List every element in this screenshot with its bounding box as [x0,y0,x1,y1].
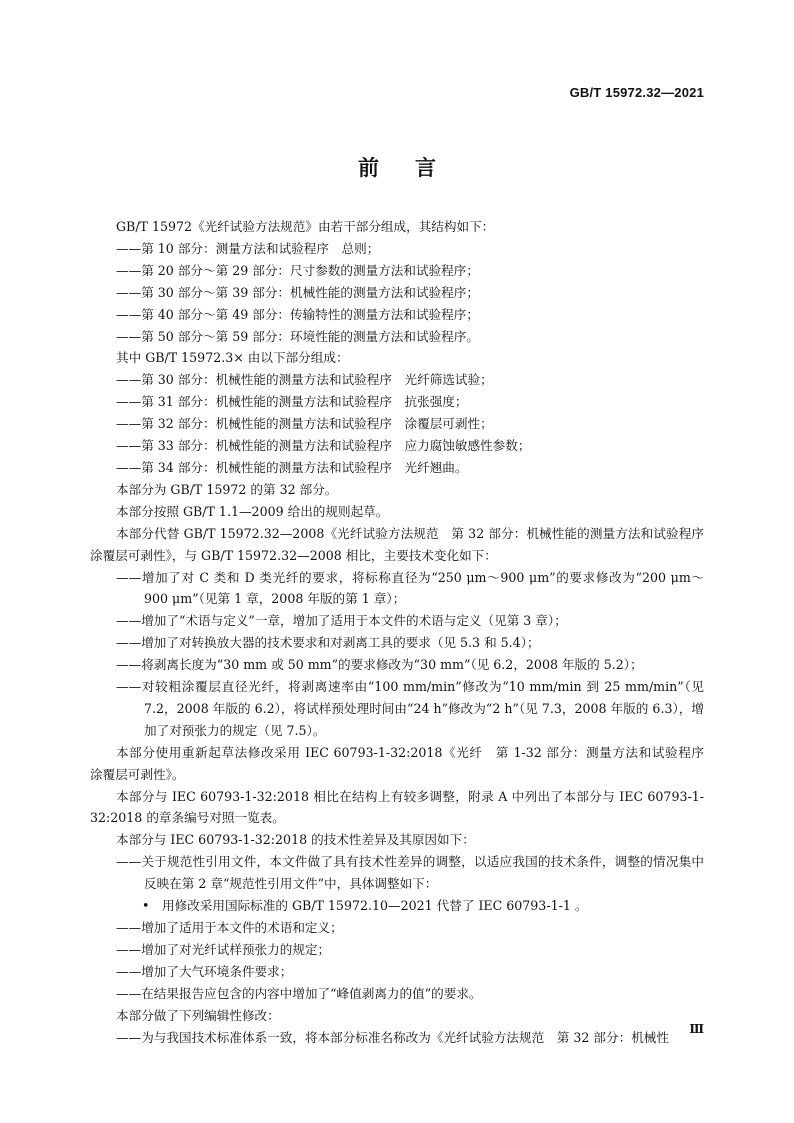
list-item: ——第 30 部分～第 39 部分：机械性能的测量方法和试验程序； [116,284,479,300]
body-paragraph: GB/T 15972《光纤试验方法规范》由若干部分组成，其结构如下： [116,219,495,234]
list-item: ——第 10 部分：测量方法和试验程序 总则； [116,240,380,256]
list-item: ——为与我国技术标准体系一致，将本部分标准名称改为《光纤试验方法规范 第 32 部分：机械性 [116,1029,669,1045]
list-item: ——增加了“术语与定义”一章，增加了适用于本文件的术语与定义（见第 3 章）； [116,613,567,629]
list-item: ——第 33 部分：机械性能的测量方法和试验程序 应力腐蚀敏感性参数； [116,438,531,454]
bullet-item: • 用修改采用国际标准的 GB/T 15972.10—2021 代替了 IEC 60793-1-1 。 [142,898,588,914]
list-item: ——第 32 部分：机械性能的测量方法和试验程序 涂覆层可剥性； [116,416,493,432]
list-item: ——第 40 部分～第 49 部分：传输特性的测量方法和试验程序； [116,306,479,322]
body-paragraph: 其中 GB/T 15972.3× 由以下部分组成： [116,350,349,366]
list-item: ——增加了对光纤试样预张力的规定； [116,941,331,957]
list-item: ——增加了对转换放大器的技术要求和对剥离工具的要求（见 5.3 和 5.4）； [116,635,540,651]
list-item: ——第 31 部分：机械性能的测量方法和试验程序 抗张强度； [116,394,468,410]
body-paragraph: 本部分使用重新起草法修改采用 IEC 60793-1-32:2018《光纤 第 1-32 部分：测量方法和试验程序 涂覆层可剥性》。 [90,744,717,782]
standard-code: GB/T 15972.32—2021 [569,85,704,100]
list-item: ——第 20 部分～第 29 部分：尺寸参数的测量方法和试验程序； [116,262,479,278]
body-paragraph: 本部分做了下列编辑性修改： [116,1007,280,1023]
list-item: ——增加了适用于本文件的术语和定义； [116,920,343,935]
list-item: ——增加了对 C 类和 D 类光纤的要求，将标称直径为“250 μm～900 μm”的要求修改为“200 μm～900 μm”（见第 1 章，2008 年版的第 1 章）； [116,569,704,607]
list-item: ——第 30 部分：机械性能的测量方法和试验程序 光纤筛选试验； [116,372,493,388]
list-item: ——对较粗涂覆层直径光纤，将剥离速率由“100 mm/min”修改为“10 mm/min 到 25 mm/min”（见 7.2，2008 年版的 6.2），将试样预处理时间由“24 h”修改为“2 h”（见 7.3，2008 年版的 6.3），增加了对预张力的规定（见 7.5）。 [116,679,704,738]
page-title: 前言 [358,155,472,180]
document-body [90,216,717,1048]
list-item: ——增加了大气环境条件要求； [116,963,293,979]
body-paragraph: 本部分与 IEC 60793-1-32:2018 相比在结构上有较多调整，附录 A 中列出了本部分与 IEC 60793-1-32:2018 的章条编号对照一览表。 [90,788,704,826]
list-item: ——第 34 部分：机械性能的测量方法和试验程序 光纤翘曲。 [116,459,468,475]
body-paragraph: 本部分为 GB/T 15972 的第 32 部分。 [116,481,338,497]
body-paragraph: 本部分与 IEC 60793-1-32:2018 的技术性差异及其原因如下： [116,832,475,848]
page-number: Ⅲ [689,1022,704,1036]
list-item: ——关于规范性引用文件，本文件做了具有技术性差异的调整，以适应我国的技术条件，调整的情况集中反映在第 2 章“规范性引用文件”中，具体调整如下： [116,854,704,892]
list-item: ——在结果报告应包含的内容中增加了“峰值剥离力的值”的要求。 [116,985,482,1001]
list-item: ——将剥离长度为“30 mm 或 50 mm”的要求修改为“30 mm”（见 6.2，2008 年版的 5.2）； [116,657,643,673]
body-paragraph: 本部分代替 GB/T 15972.32—2008《光纤试验方法规范 第 32 部分：机械性能的测量方法和试验程序 涂覆层可剥性》，与 GB/T 15972.32—2008 相比，主要技术变化如下： [90,525,717,563]
body-paragraph: 本部分按照 GB/T 1.1—2009 给出的规则起草。 [116,503,389,519]
list-item: ——第 50 部分～第 59 部分：环境性能的测量方法和试验程序。 [116,328,479,344]
